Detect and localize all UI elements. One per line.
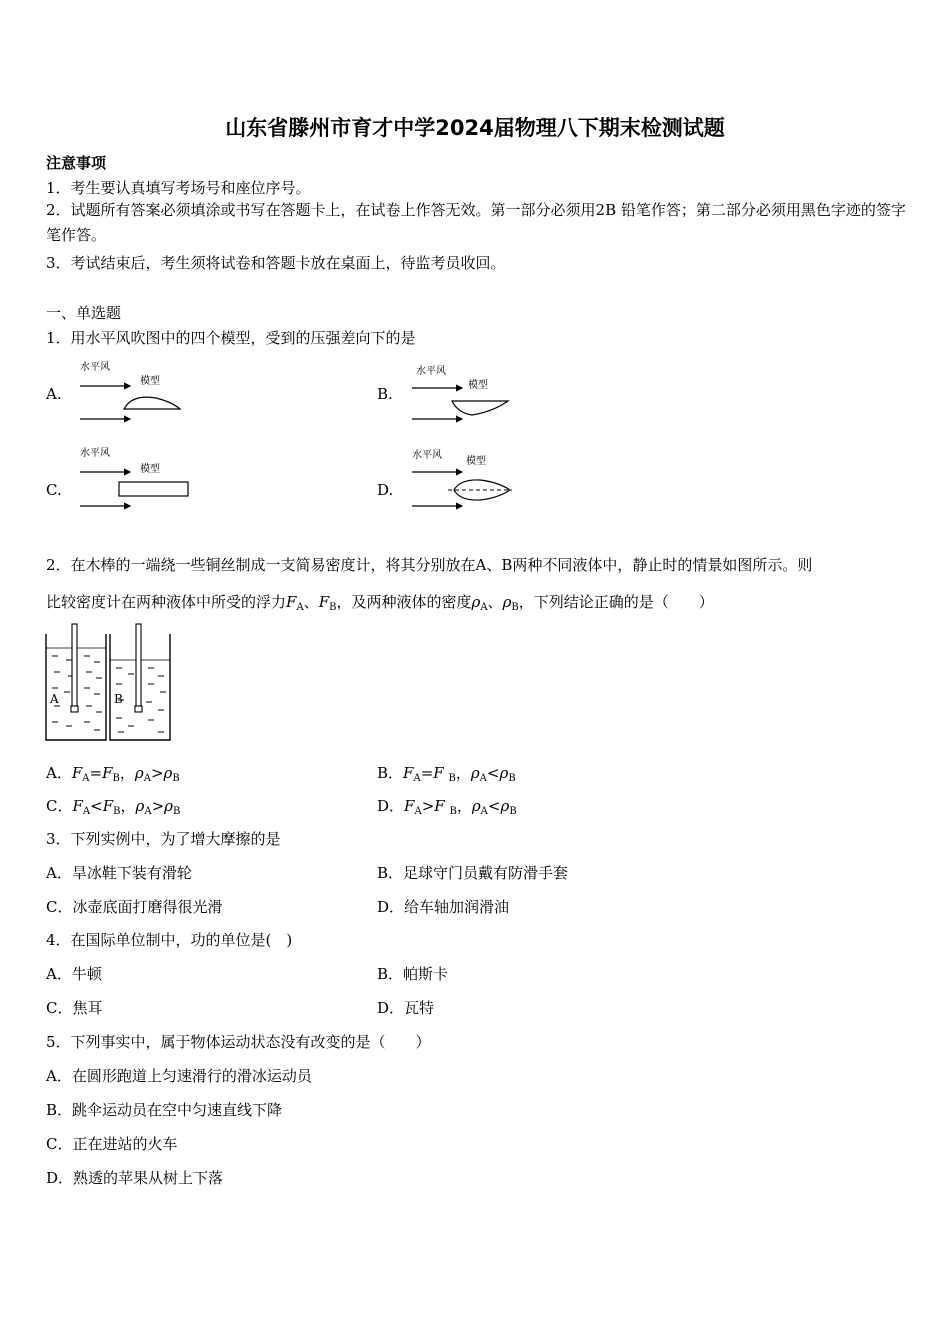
q1-option-c[interactable]: C. xyxy=(46,481,62,499)
q4-stem: 4．在国际单位制中，功的单位是( ) xyxy=(46,931,293,949)
wind-label: 水平风 xyxy=(80,362,110,373)
q3-option-c[interactable]: C．冰壶底面打磨得很光滑 xyxy=(46,898,223,916)
q5-option-a[interactable]: A．在圆形跑道上匀速滑行的滑冰运动员 xyxy=(46,1067,312,1085)
wind-label: 水平风 xyxy=(80,448,110,459)
q5-option-b[interactable]: B．跳伞运动员在空中匀速直线下降 xyxy=(46,1101,283,1119)
q4-option-a[interactable]: A．牛顿 xyxy=(46,965,102,983)
q2-stem-text: ，下列结论正确的是（ ） xyxy=(518,593,714,611)
q2-option-c[interactable]: C．$F_A<F_B$，$\rho_A>\rho_B$ xyxy=(46,797,181,817)
wind-label: 水平风 xyxy=(416,366,446,377)
q2-option-d[interactable]: D．$F_A>F$ $_B$，$\rho_A<\rho_B$ xyxy=(377,797,517,817)
densimeter-a xyxy=(72,624,77,708)
q5-stem: 5．下列事实中，属于物体运动状态没有改变的是（ ） xyxy=(46,1033,431,1051)
q2-stem-text: ，及两种液体的密度 xyxy=(336,593,472,611)
notice-heading: 注意事项 xyxy=(46,154,107,172)
q3-option-a[interactable]: A．旱冰鞋下装有滑轮 xyxy=(46,864,192,882)
q5-option-c[interactable]: C．正在进站的火车 xyxy=(46,1135,178,1153)
model-label: 模型 xyxy=(140,376,160,387)
notice-item-3: 3．考试结束后，考生须将试卷和答题卡放在桌面上，待监考员收回。 xyxy=(46,254,506,272)
q4-option-b[interactable]: B．帕斯卡 xyxy=(377,965,449,983)
q3-option-b[interactable]: B．足球守门员戴有防滑手套 xyxy=(377,864,569,882)
section-heading: 一、单选题 xyxy=(46,304,122,322)
q2-stem-line1: 2．在木棒的一端绕一些铜丝制成一支简易密度计，将其分别放在A、B两种不同液体中，静止时的情景如图所示。则 xyxy=(46,556,813,574)
beaker-label-a: A xyxy=(50,692,59,706)
q1-figure-c xyxy=(76,442,196,520)
q5-option-d[interactable]: D．熟透的苹果从树上下落 xyxy=(46,1169,224,1187)
model-label: 模型 xyxy=(140,464,160,475)
q4-option-d[interactable]: D．瓦特 xyxy=(377,999,435,1017)
q3-option-d[interactable]: D．给车轴加润滑油 xyxy=(377,898,510,916)
densimeter-b xyxy=(136,624,141,708)
q3-stem: 3．下列实例中，为了增大摩擦的是 xyxy=(46,830,281,848)
option-label: A． xyxy=(46,764,72,782)
beaker-label-b: B xyxy=(114,692,123,706)
q2-figure xyxy=(44,622,174,748)
model-label: 模型 xyxy=(466,456,486,467)
q1-stem: 1．用水平风吹图中的四个模型，受到的压强差向下的是 xyxy=(46,329,416,347)
notice-item-1: 1．考生要认真填写考场号和座位序号。 xyxy=(46,179,311,197)
q1-option-a[interactable]: A. xyxy=(46,385,62,403)
q2-stem-text: 比较密度计在两种液体中所受的浮力 xyxy=(46,593,287,611)
q2-stem-line2: 比较密度计在两种液体中所受的浮力$F_A$、$F_B$，及两种液体的密度$\rho_A$、$\rho_B$，下列结论正确的是（ ） xyxy=(46,593,714,613)
page-title: 山东省滕州市育才中学2024届物理八下期末检测试题 xyxy=(225,116,725,140)
q4-option-c[interactable]: C．焦耳 xyxy=(46,999,103,1017)
wind-label: 水平风 xyxy=(412,450,442,461)
q1-figure-b xyxy=(408,360,528,434)
q1-figure-a xyxy=(76,356,196,430)
notice-item-2: 2．试题所有答案必须填涂或书写在答题卡上，在试卷上作答无效。第一部分必须用2B 铅笔作答；第二部分必须用黑色字迹的签字笔作答。 xyxy=(46,201,906,244)
model-shape xyxy=(452,401,508,415)
model-shape xyxy=(124,397,180,409)
q2-option-a[interactable]: A．$F_A=F_B$，$\rho_A>\rho_B$ xyxy=(46,764,180,784)
q2-option-b[interactable]: B．$F_A=F$ $_B$，$\rho_A<\rho_B$ xyxy=(377,764,516,784)
q1-option-b[interactable]: B. xyxy=(377,385,393,403)
model-shape xyxy=(119,482,188,496)
q1-figure-d xyxy=(408,444,528,520)
q1-option-d[interactable]: D. xyxy=(377,481,394,499)
option-label: D． xyxy=(377,797,405,815)
model-label: 模型 xyxy=(468,380,488,391)
option-label: B． xyxy=(377,764,404,782)
option-label: C． xyxy=(46,797,73,815)
